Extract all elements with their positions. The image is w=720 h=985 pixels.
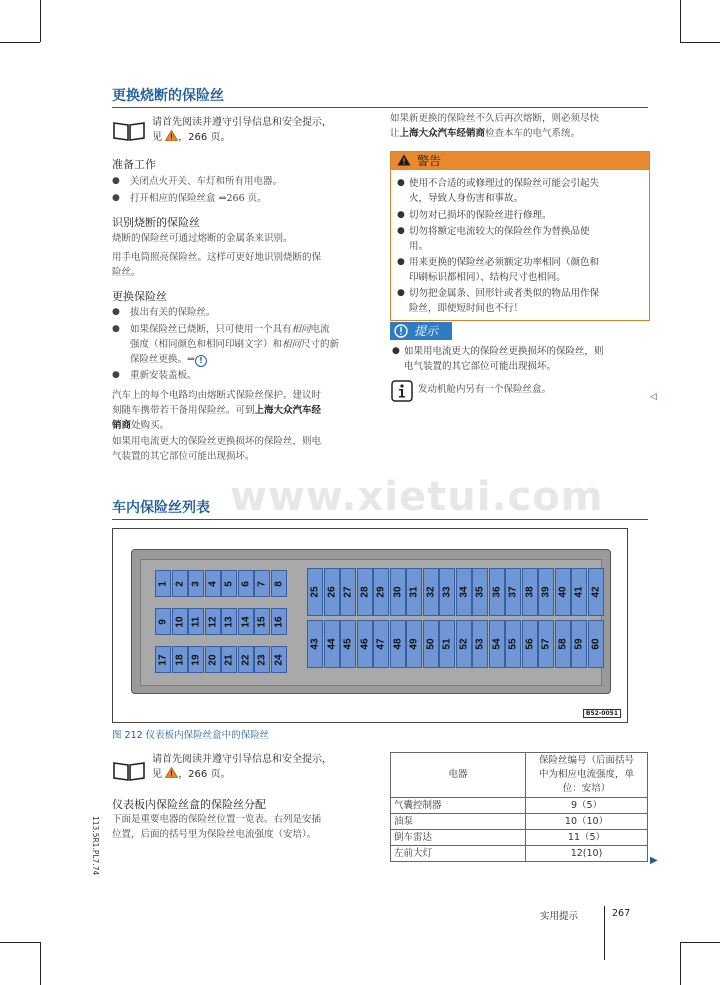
read-note-prefix: 见 [152,132,162,143]
table-row: 左前大灯 12(10) [391,846,648,862]
fuse-60: 60 [588,620,604,668]
fuse-55: 55 [505,620,521,668]
fuse-37: 37 [505,568,521,616]
fuse-23: 23 [254,646,270,673]
fuse-2: 2 [172,570,188,597]
warning-header [391,152,649,170]
fuse-16: 16 [271,608,287,635]
list-item: ● 关闭点火开关、车灯和所有用电器。 [112,176,283,187]
prep-heading: 准备工作 [112,158,156,171]
paragraph: 下面是重要电器的保险丝位置一览表。右列是安插 位置，后面的括号里为保险丝电流强度（安培）。 [112,814,322,840]
read-note: 请首先阅读并遵守引导信息和安全提示， 见 ，266 页。 [152,754,332,780]
fuse-15: 15 [254,608,270,635]
list-item: ● 拔出有关的保险丝。 [112,307,216,318]
back-arrow-icon[interactable]: ◁ [650,392,657,402]
warning-triangle-icon [397,154,411,166]
fuse-38: 38 [522,568,538,616]
fuse-42: 42 [588,568,604,616]
fuse-44: 44 [324,620,340,668]
fuse-21: 21 [221,646,237,673]
paragraph: 用手电筒照亮保险丝。这样可更好地识别烧断的保 险丝。 [112,252,322,278]
fuse-34: 34 [456,568,472,616]
info-note: 发动机舱内另有一个保险丝盒。 [418,384,552,395]
fuse-6: 6 [238,570,254,597]
book-icon [112,120,146,142]
fuse-9: 9 [155,608,171,635]
fuse-31: 31 [406,568,422,616]
watermark: www.xietui.com [230,474,604,520]
list-item: ● 打开相应的保险丝盒 ⇒266 页。 [112,193,267,204]
fuse-3: 3 [188,570,204,597]
warning-label: 警告 [417,154,442,168]
fuse-7: 7 [254,570,270,597]
tip-header [390,322,452,340]
crop-mark [680,942,720,943]
table-header-row [391,753,648,798]
table-row: 油泵 10（10） [391,814,648,830]
footer-divider [604,906,605,960]
fuse-32: 32 [423,568,439,616]
fuse-10: 10 [172,608,188,635]
fuse-47: 47 [373,620,389,668]
crop-mark [0,942,40,943]
fuse-53: 53 [472,620,488,668]
section-title: 车内保险丝列表 [112,497,648,520]
fuse-46: 46 [357,620,373,668]
paragraph: 如果新更换的保险丝不久后再次熔断，则必须尽快 让上海大众汽车经销商检查本车的电气系统。 [390,113,600,139]
paragraph: 如果用电流更大的保险丝更换损坏的保险丝，则电 气装置的其它部位可能出现损坏。 [112,436,322,462]
list-item: ● 如果保险丝已烧断，只可使用一个具有相同电流 强度（相同颜色和相同印刷文字）和相同尺寸的新 保险丝更换。⇒ ! [112,324,340,365]
fuse-52: 52 [456,620,472,668]
next-arrow-icon[interactable]: ▶ [650,855,658,866]
crop-mark [40,942,41,985]
table-header: 电器 [391,753,526,798]
table-header: 保险丝编号（后面括号 中为相应电流强度，单 位：安培） [526,753,648,798]
fuse-40: 40 [555,568,571,616]
figure-code: B52-0051 [583,709,621,718]
fuse-48: 48 [390,620,406,668]
tip-item: ● 如果用电流更大的保险丝更换损坏的保险丝，则 电气装置的其它部位可能出现损坏。 [392,346,604,372]
read-note-page[interactable]: ，266 页。 [178,132,231,143]
table-row: 气囊控制器 9（5） [391,798,648,814]
fuse-19: 19 [188,646,204,673]
table-row: 倒车雷达 11（5） [391,830,648,846]
fuse-30: 30 [390,568,406,616]
page-number: 267 [612,908,631,919]
fuse-20: 20 [205,646,221,673]
warning-box [390,151,650,321]
fuse-59: 59 [571,620,587,668]
read-note [152,115,332,145]
info-circle-icon[interactable]: ! [195,355,207,367]
warning-item: ● 切勿对已损坏的保险丝进行修理。 [397,210,552,221]
fuse-board [131,549,611,694]
fuse-43: 43 [307,620,323,668]
side-code: 113.5R1.PL7.74 [91,816,100,876]
fuse-13: 13 [221,608,237,635]
replace-heading: 更换保险丝 [112,290,167,303]
dist-heading: 仪表板内保险丝盒的保险丝分配 [112,798,266,811]
fuse-51: 51 [439,620,455,668]
fuse-14: 14 [238,608,254,635]
fuse-36: 36 [489,568,505,616]
crop-mark [680,0,681,42]
fuse-29: 29 [373,568,389,616]
fuse-58: 58 [555,620,571,668]
fuse-11: 11 [188,608,204,635]
crop-mark [0,42,40,43]
fuse-board-inner [140,559,602,686]
fuse-24: 24 [271,646,287,673]
warning-triangle-icon [165,767,178,778]
warning-item: ● 切勿将额定电流较大的保险丝作为替换品使 用。 [397,226,590,252]
fuse-54: 54 [489,620,505,668]
fuse-35: 35 [472,568,488,616]
fuse-18: 18 [172,646,188,673]
paragraph: 汽车上的每个电路均由熔断式保险丝保护。建议时 刻随车携带若干备用保险丝。可到上海大众汽车经 销商处购买。 [112,390,322,431]
crop-mark [40,0,41,42]
fuse-50: 50 [423,620,439,668]
fuse-figure [112,528,628,723]
fuse-1: 1 [155,570,171,597]
paragraph: 烧断的保险丝可通过熔断的金属条来识别。 [112,233,293,244]
fuse-56: 56 [522,620,538,668]
footer-section: 实用提示 [540,911,579,922]
figure-caption: 图 212 仪表板内保险丝盒中的保险丝 [112,730,270,741]
tip-label: 提示 [414,324,439,338]
fuse-41: 41 [571,568,587,616]
fuse-27: 27 [340,568,356,616]
read-note-page[interactable]: ，266 页。 [178,769,231,780]
fuse-5: 5 [221,570,237,597]
fuse-39: 39 [538,568,554,616]
exclamation-circle-icon [394,324,408,338]
crop-mark [680,942,681,985]
warning-item: ● 切勿把金属条、回形针或者类似的物品用作保 险丝，即使短时间也不行！ [397,288,600,314]
book-icon [112,760,146,782]
list-item: ● 重新安装盖板。 [112,370,197,381]
fuse-25: 25 [307,568,323,616]
fuse-12: 12 [205,608,221,635]
fuse-table [390,752,648,862]
warning-triangle-icon [165,130,178,141]
fuse-22: 22 [238,646,254,673]
info-icon [391,380,413,402]
section-title: 更换烧断的保险丝 [112,85,648,108]
identify-heading: 识别烧断的保险丝 [112,216,200,229]
fuse-8: 8 [271,570,287,597]
fuse-17: 17 [155,646,171,673]
fuse-33: 33 [439,568,455,616]
fuse-45: 45 [340,620,356,668]
read-note-line: 请首先阅读并遵守引导信息和安全提示， [152,117,332,128]
fuse-49: 49 [406,620,422,668]
warning-item: ● 使用不合适的或修理过的保险丝可能会引起失 火，导致人身伤害和事故。 [397,178,600,204]
fuse-28: 28 [357,568,373,616]
fuse-57: 57 [538,620,554,668]
crop-mark [680,42,720,43]
warning-item: ● 用来更换的保险丝必须额定功率相同（颜色和 印刷标识都相同）、结构尺寸也相同。 [397,257,600,283]
fuse-26: 26 [324,568,340,616]
fuse-4: 4 [205,570,221,597]
